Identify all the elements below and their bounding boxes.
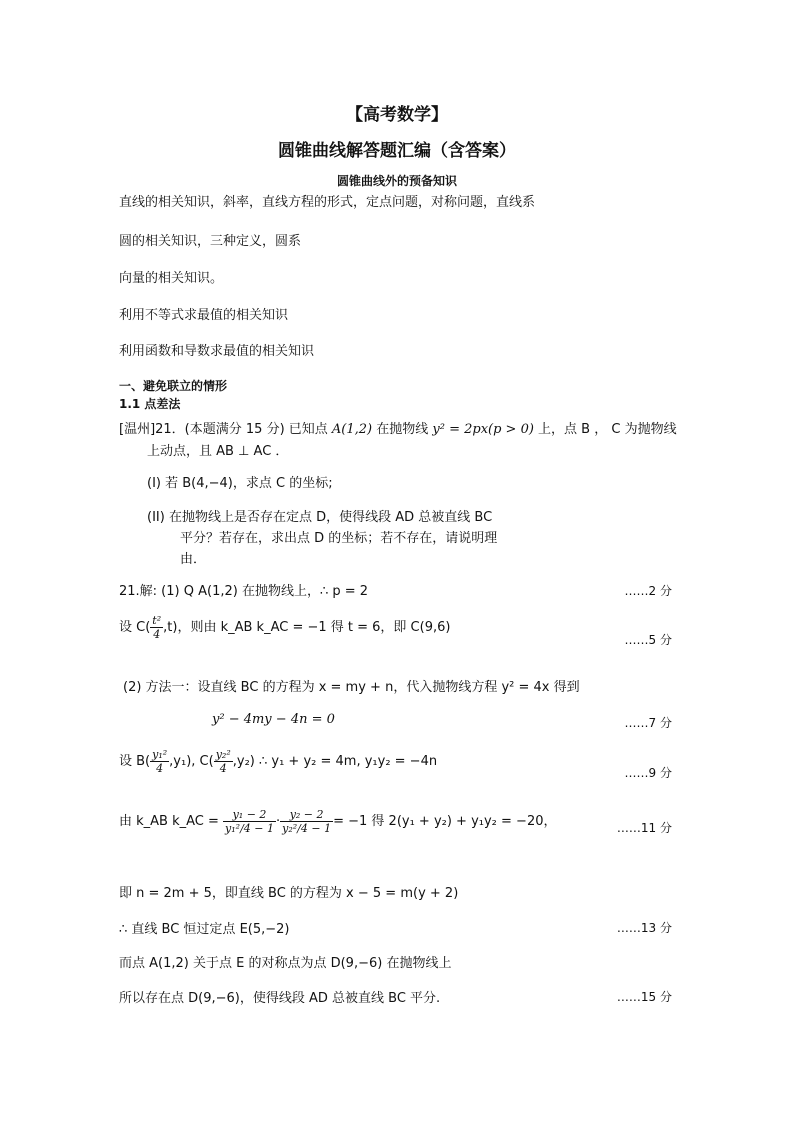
fraction-denominator: 4 (156, 762, 164, 775)
solution-step-3: (2) 方法一：设直线 BC 的方程为 x = my + n，代入抛物线方程 y² = 4x 得到 (123, 680, 580, 695)
y2-squared-fraction (214, 748, 233, 775)
score-2: ……2 分 (624, 584, 672, 598)
step2-suffix: ,t)，则由 k_AB k_AC = −1 得 t = 6，即 C(9,6) (163, 620, 451, 635)
slope-ac-fraction (280, 808, 333, 835)
product-dot: · (276, 814, 281, 829)
fraction-numerator: y₂² (215, 748, 231, 761)
step6-suffix: = −1 得 2(y₁ + y₂) + y₁y₂ = −20， (333, 814, 557, 829)
step5-suffix: ,y₂) ∴ y₁ + y₂ = 4m, y₁y₂ = −4n (232, 754, 438, 769)
section1-subheading: 1.1 点差法 (119, 397, 181, 411)
fraction-numerator: y₂ − 2 (280, 808, 333, 822)
score-11: ……11 分 (616, 821, 672, 835)
problem-suffix: 上，点 B ， C 为抛物线 (533, 422, 677, 437)
problem-statement-line-2: 上动点，且 AB ⊥ AC ． (147, 444, 289, 459)
score-5: ……5 分 (624, 633, 672, 647)
fraction-denominator: y₁²/4 − 1 (225, 822, 274, 835)
main-title: 圆锥曲线解答题汇编（含答案） (278, 141, 516, 161)
solution-step-5 (119, 748, 437, 775)
step2-prefix: 设 C( (119, 620, 151, 635)
parabola-equation: y² = 2px(p > 0) (432, 422, 534, 437)
prereq-line-5: 利用函数和导数求最值的相关知识 (119, 344, 315, 359)
solution-step-6 (119, 808, 557, 835)
solution-step-7: 即 n = 2m + 5，即直线 BC 的方程为 x − 5 = m(y + 2) (119, 886, 459, 901)
problem-part-1: (I) 若 B(4,−4)，求点 C 的坐标; (147, 476, 333, 491)
point-a: A(1,2) (331, 422, 373, 437)
solution-step-9: 而点 A(1,2) 关于点 E 的对称点为点 D(9,−6) 在抛物线上 (119, 956, 452, 971)
fraction-denominator: y₂²/4 − 1 (282, 822, 332, 835)
problem-prefix: [温州]21．(本题满分 15 分) 已知点 (119, 422, 332, 437)
fraction-denominator: 4 (219, 762, 227, 775)
fraction-numerator: y₁ − 2 (223, 808, 276, 822)
section-title: 圆锥曲线外的预备知识 (336, 174, 457, 188)
fraction-denominator: 4 (153, 628, 161, 641)
slope-ab-fraction (223, 808, 276, 835)
prereq-line-4: 利用不等式求最值的相关知识 (119, 308, 289, 323)
step5-prefix: 设 B( (119, 754, 151, 769)
problem-part-2-line-2: 平分？若存在，求出点 D 的坐标；若不存在，请说明理 (180, 531, 498, 546)
prereq-line-1: 直线的相关知识，斜率，直线方程的形式，定点问题，对称问题，直线系 (119, 195, 536, 210)
prereq-line-3: 向量的相关知识。 (119, 271, 224, 286)
t-squared-fraction (150, 614, 163, 641)
prereq-line-2: 圆的相关知识，三种定义，圆系 (119, 234, 302, 249)
score-15: ……15 分 (616, 990, 672, 1004)
doc-header-title: 【高考数学】 (346, 105, 448, 125)
problem-part-2-line-1: (II) 在抛物线上是否存在定点 D，使得线段 AD 总被直线 BC (147, 510, 493, 525)
score-13: ……13 分 (616, 921, 672, 935)
step6-prefix: 由 k_AB k_AC = (119, 814, 224, 829)
step5-mid: ,y₁), C( (169, 754, 214, 769)
fraction-numerator: t² (152, 614, 162, 627)
score-7: ……7 分 (624, 716, 672, 730)
y1-squared-fraction (150, 748, 169, 775)
fraction-numerator: y₁² (152, 748, 168, 761)
problem-mid: 在抛物线 (372, 422, 433, 437)
solution-step-1: 21.解: (1) Q A(1,2) 在抛物线上，∴ p = 2 (119, 584, 369, 599)
solution-step-2 (119, 614, 450, 641)
score-9: ……9 分 (624, 766, 672, 780)
solution-step-8: ∴ 直线 BC 恒过定点 E(5,−2) (119, 922, 290, 937)
solution-step-10: 所以存在点 D(9,−6)，使得线段 AD 总被直线 BC 平分. (119, 991, 441, 1006)
section1-heading: 一、避免联立的情形 (119, 379, 228, 393)
problem-statement-line-1 (119, 418, 677, 437)
solution-step-4: y² − 4my − 4n = 0 (212, 712, 335, 727)
problem-part-2-line-3: 由． (180, 552, 207, 567)
